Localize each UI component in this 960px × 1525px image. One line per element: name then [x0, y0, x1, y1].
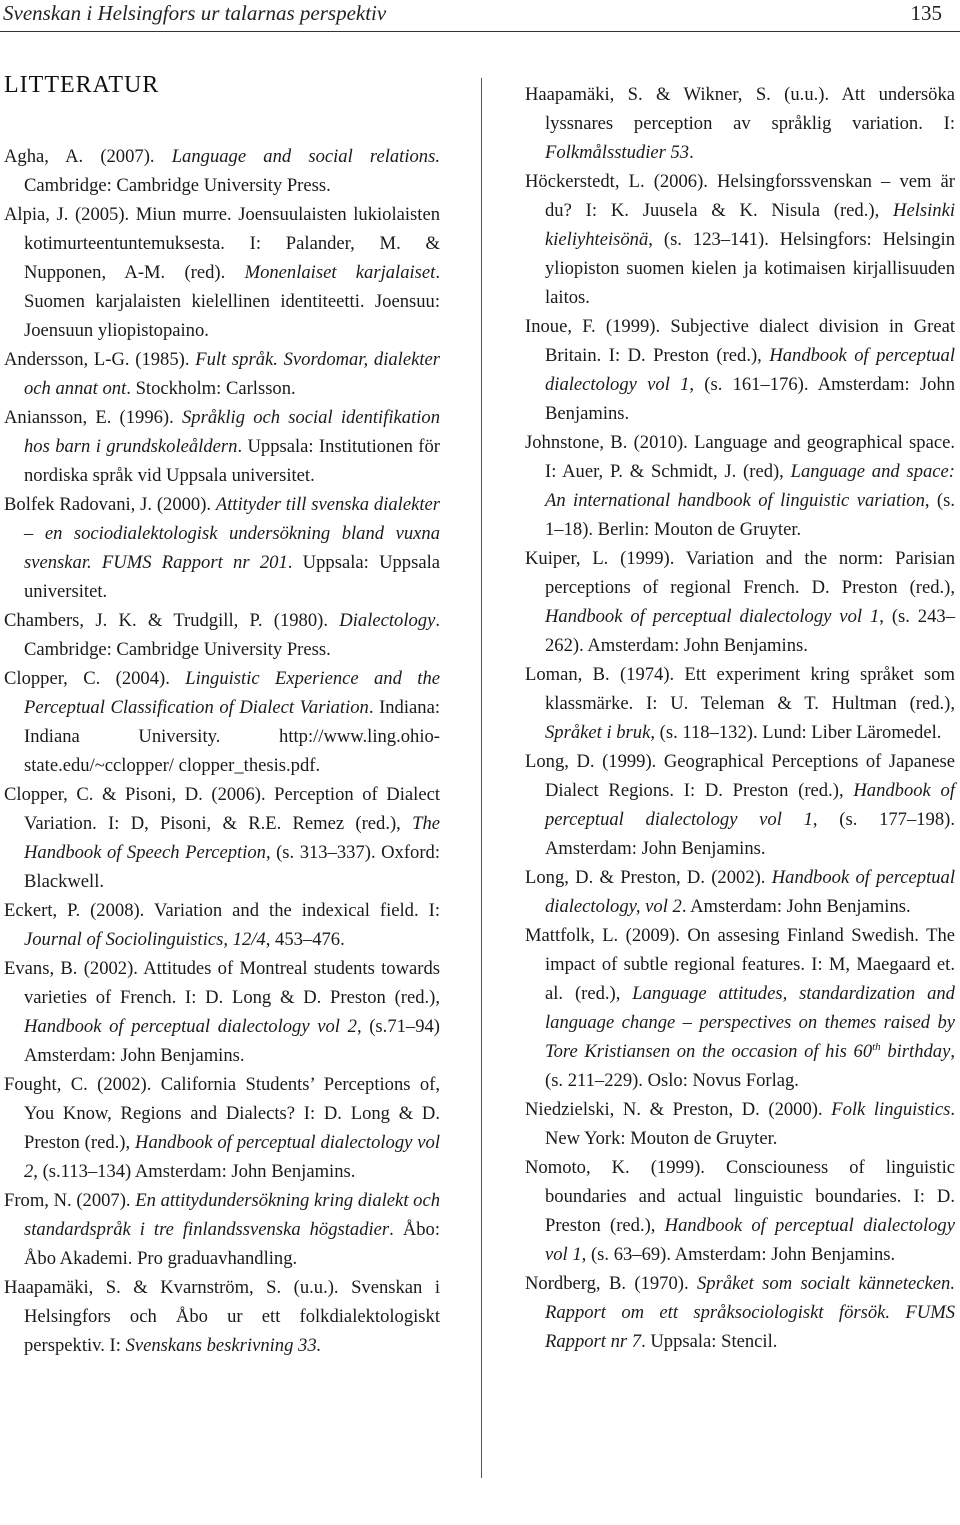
reference-text: Chambers, J. K. & Trudgill, P. (1980). [4, 610, 340, 631]
reference-text: Andersson, L-G. (1985). [4, 349, 196, 370]
reference-italic-text: Language attitudes, standardization and language change – perspectives on themes raised by Tore Kristiansen on the occasion of his 60 [545, 983, 955, 1062]
running-header [0, 0, 960, 28]
header-divider [0, 31, 960, 32]
reference-text: Cambridge: Cambridge University Press. [24, 175, 331, 196]
reference-italic-text: En attitydundersökning kring dialekt och standardspråk i tre finlandssvenska högstadier [24, 1190, 440, 1240]
reference-italic-text: th [872, 1040, 881, 1053]
reference-text: . Åbo: Åbo Akademi. Pro graduavhandling. [24, 1219, 441, 1269]
reference-entry [525, 544, 955, 660]
reference-italic-text: Folk linguistics [831, 1099, 951, 1120]
reference-italic-text: Monenlaiset karjalaiset [244, 262, 436, 283]
column-divider [481, 78, 482, 1478]
left-column [4, 142, 440, 1360]
reference-text: Alpia, J. (2005). Miun murre. Joensuulaisten lukiolaisten kotimurteentuntemuksesta. I: Palander, M. & Nupponen, A-M. (red). [4, 204, 440, 283]
reference-text: . Uppsala: Stencil. [641, 1331, 778, 1352]
right-column [525, 80, 955, 1356]
reference-italic-text: Språklig och social identifikation hos barn i grundskoleåldern [24, 407, 440, 457]
reference-text: From, N. (2007). [4, 1190, 136, 1211]
reference-entry [4, 1186, 440, 1273]
reference-entry [525, 80, 955, 167]
reference-text: . Amsterdam: John Benjamins. [681, 896, 911, 917]
reference-entry [4, 490, 440, 606]
reference-text: Kuiper, L. (1999). Variation and the norm: Parisian perceptions of regional French. D. Preston (red.), [525, 548, 955, 598]
reference-text: Aniansson, E. (1996). [4, 407, 182, 428]
reference-text: Agha, A. (2007). [4, 146, 172, 167]
reference-text: , (s.113–134) Amsterdam: John Benjamins. [33, 1161, 356, 1182]
reference-text: , 453–476. [265, 929, 345, 950]
reference-text: Evans, B. (2002). Attitudes of Montreal students towards varieties of French. I: D. Long & D. Preston (red.), [4, 958, 440, 1008]
reference-text: Nordberg, B. (1970). [525, 1273, 697, 1294]
reference-entry [4, 896, 440, 954]
reference-text: , (s. 177–198). Amsterdam: John Benjamins. [545, 809, 955, 859]
reference-text: , (s. 1–18). Berlin: Mouton de Gruyter. [545, 490, 955, 540]
reference-text: Long, D. (1999). Geographical Perceptions of Japanese Dialect Regions. I: D. Preston (red.), [525, 751, 955, 801]
reference-text: Johnstone, B. (2010). Language and geographical space. I: Auer, P. & Schmidt, J. (red), [525, 432, 955, 482]
reference-italic-text: Handbook of perceptual dialectology vol 1 [545, 1215, 955, 1265]
reference-entry [4, 664, 440, 780]
reference-text: Mattfolk, L. (2009). On assesing Finland Swedish. The impact of subtle regional features. I: M, Maegaard et. al. (red.), [525, 925, 955, 1004]
reference-text: , (s. 161–176). Amsterdam: John Benjamins. [545, 374, 955, 424]
page-number: 135 [910, 1, 942, 25]
reference-text: Niedzielski, N. & Preston, D. (2000). [525, 1099, 832, 1120]
reference-italic-text: Handbook of perceptual dialectology vol 2 [24, 1016, 357, 1037]
reference-text: Long, D. & Preston, D. (2002). [525, 867, 772, 888]
reference-entry [4, 142, 440, 200]
reference-text: . New York: Mouton de Gruyter. [545, 1099, 955, 1149]
reference-text: , (s. 211–229). Oslo: Novus Forlag. [545, 1041, 955, 1091]
reference-italic-text: Språket i bruk [545, 722, 651, 743]
reference-text: , (s. 243–262). Amsterdam: John Benjamins. [545, 606, 955, 656]
reference-text: , (s. 63–69). Amsterdam: John Benjamins. [581, 1244, 896, 1265]
reference-text: , (s. 118–132). Lund: Liber Läromedel. [650, 722, 942, 743]
reference-italic-text: Language and space: An international handbook of linguistic variation [545, 461, 955, 511]
reference-text: , (s. 123–141). Helsingfors: Helsingin yliopiston suomen kielen ja kotimaisen kirjallisuuden laitos. [545, 229, 955, 308]
reference-entry [525, 1269, 955, 1356]
reference-text: . Suomen karjalaisten kielellinen identiteetti. Joensuu: Joensuun yliopistopaino. [24, 262, 440, 341]
reference-entry [525, 863, 955, 921]
reference-entry [4, 1070, 440, 1186]
reference-italic-text: Språket som socialt kännetecken. Rapport om ett språksociologiskt försök. FUMS Rapport nr 7 [545, 1273, 955, 1352]
reference-italic-text: Handbook of perceptual dialectology vol 2 [24, 1132, 440, 1182]
reference-italic-text: Handbook of perceptual dialectology, vol 2 [545, 867, 956, 917]
reference-italic-text: Svenskans beskrivning 33. [125, 1335, 322, 1356]
reference-text: Nomoto, K. (1999). Consciouness of linguistic boundaries and actual linguistic boundaries. I: D. Preston (red.), [525, 1157, 955, 1236]
reference-italic-text: Folkmålsstudier 53 [545, 142, 690, 163]
reference-text: Bolfek Radovani, J. (2000). [4, 494, 216, 515]
section-title: LITTERATUR [4, 72, 160, 98]
reference-text: Loman, B. (1974). Ett experiment kring språket som klassmärke. I: U. Teleman & T. Hultman (red.), [525, 664, 955, 714]
reference-italic-text: Dialectology [339, 610, 436, 631]
reference-entry [4, 345, 440, 403]
reference-text: . Cambridge: Cambridge University Press. [24, 610, 440, 660]
reference-text: Höckerstedt, L. (2006). Helsingforssvenskan – vem är du? I: K. Juusela & K. Nisula (red.), [525, 171, 955, 221]
reference-italic-text: Linguistic Experience and the Perceptual Classification of Dialect Variation [24, 668, 440, 718]
reference-italic-text: The Handbook of Speech Perception [24, 813, 440, 863]
reference-entry [4, 780, 440, 896]
reference-text: Eckert, P. (2008). Variation and the indexical field. I: [4, 900, 440, 921]
reference-text: . Stockholm: Carlsson. [126, 378, 296, 399]
reference-text: . Uppsala: Institutionen för nordiska språk vid Uppsala universitet. [24, 436, 440, 486]
reference-entry [4, 606, 440, 664]
reference-italic-text: Handbook of perceptual dialectology vol 1 [545, 345, 956, 395]
reference-text: Haapamäki, S. & Wikner, S. (u.u.). Att undersöka lyssnares perception av språklig variation. I: [525, 84, 955, 134]
reference-text: , (s.71–94) Amsterdam: John Benjamins. [24, 1016, 440, 1066]
reference-entry [4, 403, 440, 490]
reference-italic-text: Journal of Sociolinguistics, 12/4 [24, 929, 266, 950]
reference-text: . [689, 142, 694, 163]
reference-italic-text: Handbook of perceptual dialectology vol 1 [545, 780, 956, 830]
reference-entry [525, 747, 955, 863]
reference-entry [525, 428, 955, 544]
reference-entry [525, 921, 955, 1095]
reference-entry [4, 1273, 440, 1360]
reference-entry [525, 1153, 955, 1269]
reference-text: , (s. 313–337). Oxford: Blackwell. [24, 842, 440, 892]
reference-entry [525, 312, 955, 428]
reference-text: Haapamäki, S. & Kvarnström, S. (u.u.). Svenskan i Helsingfors och Åbo ur ett folkdialektologiskt perspektiv. I: [4, 1277, 440, 1356]
reference-entry [4, 200, 440, 345]
reference-italic-text: Language and social relations. [171, 146, 440, 167]
reference-text: . Indiana: Indiana University. http://www.ling.ohio-state.edu/~cclopper/ clopper_thesis.pdf. [24, 697, 440, 776]
reference-italic-text: Helsinki kieliyhteisönä [545, 200, 955, 250]
reference-text: Inoue, F. (1999). Subjective dialect division in Great Britain. I: D. Preston (red.), [525, 316, 955, 366]
running-title: Svenskan i Helsingfors ur talarnas perspektiv [3, 1, 387, 25]
reference-italic-text: birthday [880, 1041, 951, 1062]
reference-text: . Uppsala: Uppsala universitet. [24, 552, 440, 602]
reference-text: Clopper, C. & Pisoni, D. (2006). Perception of Dialect Variation. I: D, Pisoni, & R.E. Remez (red.), [4, 784, 440, 834]
reference-italic-text: Handbook of perceptual dialectology vol 1 [545, 606, 880, 627]
reference-text: Fought, C. (2002). California Students’ Perceptions of, You Know, Regions and Dialects? I: D. Long & D. Preston (red.), [4, 1074, 440, 1153]
reference-entry [525, 1095, 955, 1153]
reference-italic-text: Fult språk. Svordomar, dialekter och annat ont [24, 349, 440, 399]
reference-entry [525, 167, 955, 312]
reference-italic-text: Attityder till svenska dialekter – en sociodialektologisk undersökning bland vuxna svenskar. FUMS Rapport nr 201 [24, 494, 440, 573]
reference-entry [4, 954, 440, 1070]
reference-entry [525, 660, 955, 747]
reference-text: Clopper, C. (2004). [4, 668, 186, 689]
